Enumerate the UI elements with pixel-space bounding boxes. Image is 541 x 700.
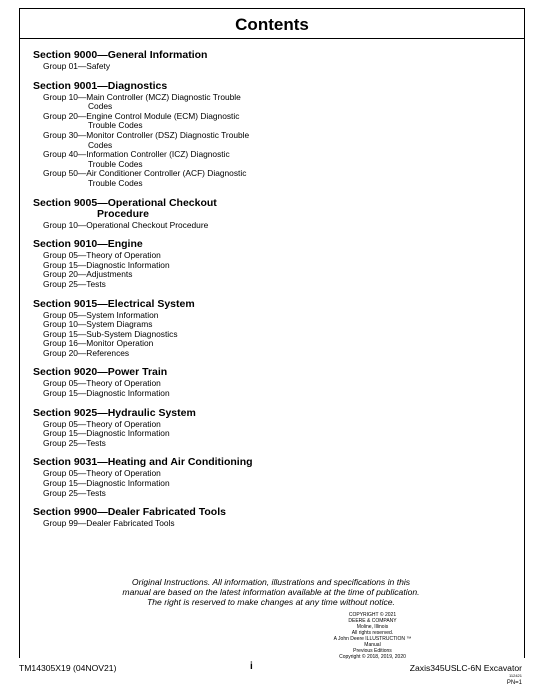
group-entry-line: Group 05—Theory of Operation <box>43 250 161 261</box>
section-heading-line: Section 9015—Electrical System <box>33 297 195 310</box>
copyright-line: Moline, Illinois <box>356 624 389 630</box>
footer-manual-id: TM14305X19 (04NOV21) <box>19 663 117 673</box>
section-heading-line: Section 9025—Hydraulic System <box>33 406 196 419</box>
toc-section <box>33 367 283 398</box>
section-heading-line: Section 9000—General Information <box>33 49 208 61</box>
toc-section <box>33 50 283 72</box>
table-of-contents <box>33 50 283 538</box>
group-entry[interactable] <box>33 489 283 499</box>
group-entry-line: Group 20—Engine Control Module (ECM) Diagnostic <box>43 110 240 121</box>
page-title: Contents <box>235 15 309 34</box>
group-entry-line: Group 01—Safety <box>43 61 111 71</box>
footer-page-number: i <box>250 661 253 672</box>
group-entry-line: Codes <box>88 139 113 150</box>
group-entry[interactable] <box>33 349 283 359</box>
section-heading[interactable] <box>33 198 283 220</box>
toc-section <box>33 239 283 289</box>
title-box <box>19 8 525 38</box>
group-entry[interactable] <box>33 221 283 231</box>
group-entry-line: Codes <box>88 101 113 112</box>
group-entry-line: Group 05—System Information <box>43 309 159 320</box>
section-heading-line: Section 9020—Power Train <box>33 366 168 379</box>
group-entry-line: Group 05—Theory of Operation <box>43 468 161 479</box>
group-entry[interactable] <box>33 112 283 131</box>
group-entry[interactable] <box>33 131 283 150</box>
group-entry[interactable] <box>33 519 283 529</box>
section-heading-line: Section 9900—Dealer Fabricated Tools <box>33 506 226 519</box>
group-entry-line: Group 20—References <box>43 347 130 358</box>
copyright-block <box>325 612 420 660</box>
group-entry-line: Group 40—Information Controller (ICZ) Diagnostic <box>43 149 230 160</box>
section-heading[interactable] <box>33 367 283 378</box>
group-entry-line: Group 30—Monitor Controller (DSZ) Diagnostic Trouble <box>43 129 250 140</box>
section-heading[interactable] <box>33 408 283 419</box>
section-heading-line: Section 9001—Diagnostics <box>33 79 168 92</box>
section-heading-line: Section 9010—Engine <box>33 238 143 251</box>
group-entry-line: Group 25—Tests <box>43 278 106 289</box>
copyright-line: DEERE & COMPANY <box>348 618 397 624</box>
section-heading-line: Section 9031—Heating and Air Conditioning <box>33 456 253 469</box>
group-entry-line: Group 15—Diagnostic Information <box>43 428 170 439</box>
footnote-line: Original Instructions. All information, illustrations and specifications in this <box>131 577 411 587</box>
footnote-line: manual are based on the latest information available at the time of publication. <box>122 587 420 597</box>
section-heading[interactable] <box>33 239 283 250</box>
group-entry-line: Trouble Codes <box>88 158 143 169</box>
toc-section <box>33 299 283 359</box>
copyright-line: A John Deere ILLUSTRUCTION ™ Manual <box>333 636 412 648</box>
group-entry-line: Group 10—Operational Checkout Procedure <box>43 219 209 230</box>
group-entry-line: Trouble Codes <box>88 177 143 188</box>
footnote-line: The right is reserved to make changes at any time without notice. <box>147 597 395 607</box>
group-entry[interactable] <box>33 93 283 112</box>
section-heading[interactable] <box>33 81 283 92</box>
group-entry-line: Group 25—Tests <box>43 437 106 448</box>
group-entry[interactable] <box>33 439 283 449</box>
toc-section <box>33 408 283 449</box>
group-entry[interactable] <box>33 150 283 169</box>
toc-section <box>33 457 283 498</box>
original-instructions-note <box>90 577 452 607</box>
copyright-line: COPYRIGHT © 2021 <box>348 612 397 618</box>
toc-section <box>33 198 283 231</box>
group-entry-line: Group 10—System Diagrams <box>43 319 153 330</box>
group-entry-line: Group 15—Diagnostic Information <box>43 478 170 489</box>
section-heading[interactable] <box>33 50 283 61</box>
group-entry-line: Group 99—Dealer Fabricated Tools <box>43 518 175 529</box>
toc-section <box>33 507 283 529</box>
section-heading-line: Procedure <box>97 207 149 220</box>
group-entry[interactable] <box>33 62 283 72</box>
section-heading[interactable] <box>33 507 283 518</box>
group-entry-line: Trouble Codes <box>88 120 143 131</box>
group-entry-line: Group 05—Theory of Operation <box>43 378 161 389</box>
group-entry-line: Group 20—Adjustments <box>43 269 133 280</box>
footer-code: 112421 <box>508 673 522 678</box>
group-entry[interactable] <box>33 169 283 188</box>
copyright-line: Previous Editions <box>353 648 392 654</box>
copyright-line: Copyright © 2018, 2019, 2020 <box>339 654 406 660</box>
section-heading[interactable] <box>33 457 283 468</box>
group-entry-line: Group 16—Monitor Operation <box>43 338 154 349</box>
section-heading-line: Section 9005—Operational Checkout <box>33 196 217 209</box>
group-entry-line: Group 15—Diagnostic Information <box>43 388 170 399</box>
group-entry-line: Group 05—Theory of Operation <box>43 418 161 429</box>
footer-model: Zaxis345USLC-6N Excavator <box>409 663 522 673</box>
group-entry[interactable] <box>33 389 283 399</box>
copyright-line: All rights reserved. <box>351 630 394 636</box>
group-entry-line: Group 50—Air Conditioner Controller (ACF) Diagnostic <box>43 168 247 179</box>
group-entry-line: Group 10—Main Controller (MCZ) Diagnostic Trouble <box>43 91 241 102</box>
group-entry-line: Group 15—Sub-System Diagnostics <box>43 328 178 339</box>
group-entry-line: Group 25—Tests <box>43 487 106 498</box>
section-heading[interactable] <box>33 299 283 310</box>
group-entry[interactable] <box>33 280 283 290</box>
group-entry-line: Group 15—Diagnostic Information <box>43 259 170 270</box>
toc-section <box>33 81 283 189</box>
footer-pn: PN=1 <box>506 680 522 686</box>
